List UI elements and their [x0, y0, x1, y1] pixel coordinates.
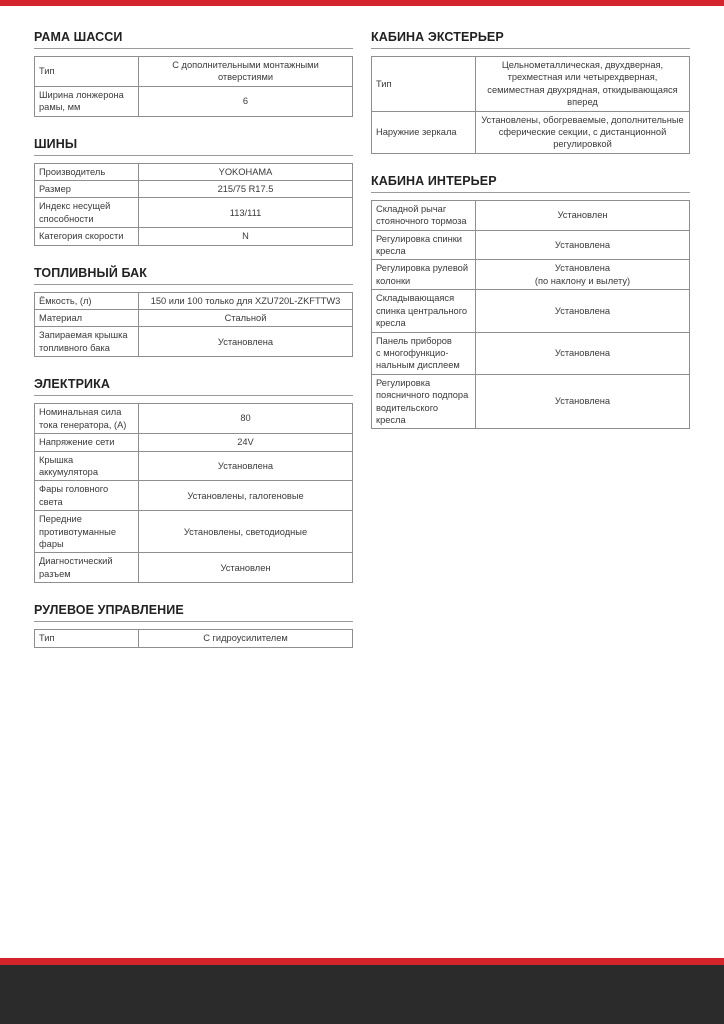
section-steering: [34, 603, 353, 647]
row-label: Складывающаяся спинка центрального кресла: [372, 290, 476, 332]
row-value: Установлена: [476, 230, 690, 260]
table-row: [35, 511, 353, 553]
section-title-fuel-tank: ТОПЛИВНЫЙ БАК: [34, 266, 353, 285]
table-row: [35, 198, 353, 228]
table-row: [372, 57, 690, 112]
row-label: Номинальная сила тока генератора, (А): [35, 404, 139, 434]
row-value: 215/75 R17.5: [139, 181, 353, 198]
row-value: С гидроусилителем: [139, 630, 353, 647]
steering-spec-table: [34, 629, 353, 647]
row-label: Категория скорости: [35, 228, 139, 245]
row-label: Фары головного света: [35, 481, 139, 511]
cab-exterior-spec-table: [371, 56, 690, 154]
table-row: [35, 451, 353, 481]
section-tires: [34, 137, 353, 246]
row-label: Тип: [372, 57, 476, 112]
row-value: Установлена: [476, 374, 690, 429]
fuel-spec-table: [34, 292, 353, 358]
row-label: Регулировка спинки кресла: [372, 230, 476, 260]
row-label: Индекс несущей способности: [35, 198, 139, 228]
row-label: Материал: [35, 310, 139, 327]
row-value: Цельнометаллическая, двухдверная, трехместная или четырехдверная, семиместная двухрядная, откидывающаяся вперед: [476, 57, 690, 112]
table-row: [35, 163, 353, 180]
table-row: [372, 230, 690, 260]
table-row: [35, 310, 353, 327]
section-title-cab-exterior: КАБИНА ЭКСТЕРЬЕР: [371, 30, 690, 49]
table-row: [372, 111, 690, 153]
footer-band: [0, 965, 724, 1024]
row-label: Наружние зеркала: [372, 111, 476, 153]
row-value: Стальной: [139, 310, 353, 327]
table-row: [35, 228, 353, 245]
row-value: 113/111: [139, 198, 353, 228]
table-row: [372, 290, 690, 332]
row-label: Крышка аккумулятора: [35, 451, 139, 481]
frame-spec-table: [34, 56, 353, 117]
table-row: [35, 57, 353, 87]
table-row: [35, 434, 353, 451]
row-label: Складной рычаг стояночного тормоза: [372, 200, 476, 230]
row-label: Передние противотуманные фары: [35, 511, 139, 553]
electrics-spec-table: [34, 403, 353, 583]
row-label: Ёмкость, (л): [35, 292, 139, 309]
table-row: [372, 260, 690, 290]
cab-interior-spec-table: [371, 200, 690, 430]
row-value: 80: [139, 404, 353, 434]
row-label: Тип: [35, 630, 139, 647]
row-value: 6: [139, 86, 353, 116]
row-label: Запираемая крышка топливного бака: [35, 327, 139, 357]
table-row: [372, 374, 690, 429]
row-label: Регулировка поясничного подпора водительского кресла: [372, 374, 476, 429]
tires-spec-table: [34, 163, 353, 246]
section-cab-interior: [371, 174, 690, 430]
row-value: Установлены, светодиодные: [139, 511, 353, 553]
row-value: Установлена: [139, 451, 353, 481]
row-value: Установлена (по наклону и вылету): [476, 260, 690, 290]
section-cab-exterior: [371, 30, 690, 154]
row-value: Установлен: [139, 553, 353, 583]
row-value: N: [139, 228, 353, 245]
section-title-frame: РАМА ШАССИ: [34, 30, 353, 49]
right-column: [371, 30, 690, 449]
left-column: [34, 30, 353, 668]
footer-accent-bar: [0, 958, 724, 965]
row-value: YOKOHAMA: [139, 163, 353, 180]
table-row: [372, 332, 690, 374]
table-row: [35, 404, 353, 434]
table-row: [35, 327, 353, 357]
section-title-steering: РУЛЕВОЕ УПРАВЛЕНИЕ: [34, 603, 353, 622]
table-row: [35, 630, 353, 647]
row-label: Напряжение сети: [35, 434, 139, 451]
section-frame: [34, 30, 353, 117]
table-row: [372, 200, 690, 230]
row-value: 150 или 100 только для XZU720L-ZKFTTW3: [139, 292, 353, 309]
top-accent-bar: [0, 0, 724, 6]
row-label: Регулировка рулевой колонки: [372, 260, 476, 290]
row-value: 24V: [139, 434, 353, 451]
section-electrics: [34, 377, 353, 583]
row-value: Установлен: [476, 200, 690, 230]
row-label: Тип: [35, 57, 139, 87]
row-value: Установлена: [476, 332, 690, 374]
row-value: Установлена: [139, 327, 353, 357]
table-row: [35, 481, 353, 511]
table-row: [35, 292, 353, 309]
row-value: Установлены, галогеновые: [139, 481, 353, 511]
row-value: Установлена: [476, 290, 690, 332]
table-row: [35, 181, 353, 198]
row-label: Размер: [35, 181, 139, 198]
row-label: Производитель: [35, 163, 139, 180]
section-title-tires: ШИНЫ: [34, 137, 353, 156]
section-title-cab-interior: КАБИНА ИНТЕРЬЕР: [371, 174, 690, 193]
section-fuel-tank: [34, 266, 353, 358]
row-label: Панель приборов с многофункцио- нальным дисплеем: [372, 332, 476, 374]
row-value: С дополнительными монтажными отверстиями: [139, 57, 353, 87]
table-row: [35, 86, 353, 116]
row-value: Установлены, обогреваемые, дополнительные сферические секции, с дистанционной регулировкой: [476, 111, 690, 153]
row-label: Диагностический разъем: [35, 553, 139, 583]
table-row: [35, 553, 353, 583]
row-label: Ширина лонжерона рамы, мм: [35, 86, 139, 116]
section-title-electrics: ЭЛЕКТРИКА: [34, 377, 353, 396]
